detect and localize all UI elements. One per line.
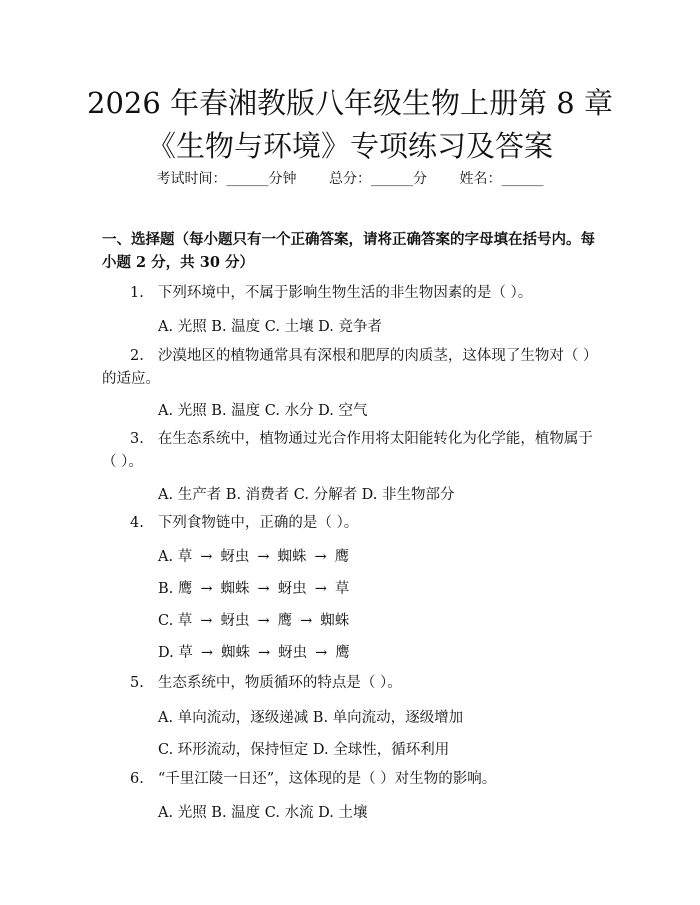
arrow-icon: → — [257, 645, 271, 661]
arrow-icon: → — [200, 613, 213, 629]
chain-item: 鹰 — [177, 581, 193, 597]
page-title: 2026 年春湘教版八年级生物上册第 8 章《生物与环境》专项练习及答案 — [87, 86, 613, 163]
question-5-options-row2: C. 环形流动，保持恒定 D. 全球性，循环利用 — [158, 742, 450, 758]
score-blank: ______ — [371, 171, 413, 187]
arrow-icon: → — [200, 581, 213, 597]
option-letter: B. — [158, 581, 174, 597]
exam-score — [329, 171, 427, 187]
chain-item: 蜘蛛 — [220, 581, 250, 597]
question-text: 下列环境中，不属于影响生物生活的非生物因素的是（ ）。 — [157, 285, 533, 301]
chain-item: 鹰 — [334, 549, 350, 565]
question-number: 1. — [130, 285, 144, 301]
question-6 — [102, 768, 600, 791]
arrow-icon: → — [315, 645, 328, 661]
question-4 — [102, 512, 600, 535]
exam-info-line — [0, 168, 700, 188]
option-letter: C. — [158, 613, 174, 629]
exam-name — [459, 171, 543, 187]
chain-item: 蚜虫 — [278, 645, 308, 661]
arrow-icon: → — [257, 549, 270, 565]
question-5 — [102, 672, 600, 695]
question-2 — [102, 345, 600, 391]
arrow-icon: → — [257, 581, 270, 597]
arrow-icon: → — [300, 613, 313, 629]
question-1 — [102, 282, 600, 305]
question-5-options-row1: A. 单向流动，逐级递减 B. 单向流动，逐级增加 — [158, 710, 464, 726]
food-chain-option-a — [158, 545, 600, 566]
food-chain-option-b — [158, 577, 600, 598]
chain-item: 草 — [177, 549, 193, 565]
question-text: 沙漠地区的植物通常具有深根和肥厚的肉质茎，这体现了生物对（ ）的适应。 — [102, 348, 598, 387]
question-2-options: A. 光照 B. 温度 C. 水分 D. 空气 — [158, 403, 368, 419]
arrow-icon: → — [200, 549, 213, 565]
exam-time — [157, 171, 297, 187]
chain-item: 蜘蛛 — [277, 549, 307, 565]
question-number: 2. — [130, 348, 144, 364]
question-number: 5. — [130, 675, 144, 691]
chain-item: 蜘蛛 — [320, 613, 350, 629]
score-label: 总分： — [329, 171, 371, 187]
chain-item: 草 — [177, 613, 193, 629]
time-blank: ______ — [226, 171, 269, 187]
question-text: 生态系统中，物质循环的特点是（ ）。 — [157, 675, 402, 691]
time-label: 考试时间： — [156, 171, 227, 187]
question-1-options: A. 光照 B. 温度 C. 土壤 D. 竞争者 — [158, 319, 383, 335]
section-heading: 一、选择题（每小题只有一个正确答案，请将正确答案的字母填在括号内。每小题 2 分，共 30 分） — [102, 231, 595, 271]
question-3-options: A. 生产者 B. 消费者 C. 分解者 D. 非生物部分 — [158, 487, 455, 503]
question-6-options: A. 光照 B. 温度 C. 水流 D. 土壤 — [158, 805, 368, 821]
question-text: 在生态系统中，植物通过光合作用将太阳能转化为化学能，植物属于（ ）。 — [102, 431, 593, 470]
name-blank: ______ — [501, 171, 544, 187]
time-unit: 分钟 — [268, 171, 297, 187]
question-text: 下列食物链中，正确的是（ ）。 — [157, 515, 359, 531]
question-3 — [102, 428, 600, 474]
chain-item: 蜘蛛 — [220, 645, 250, 661]
chain-item: 草 — [334, 581, 350, 597]
arrow-icon: → — [314, 549, 327, 565]
question-text: “千里江陵一日还”，这体现的是（ ）对生物的影响。 — [157, 771, 497, 787]
name-label: 姓名： — [459, 171, 502, 187]
score-unit: 分 — [413, 171, 427, 187]
arrow-icon: → — [200, 645, 213, 661]
arrow-icon: → — [314, 581, 327, 597]
question-number: 4. — [130, 515, 144, 531]
option-letter: D. — [158, 645, 174, 661]
chain-item: 鹰 — [335, 645, 350, 661]
question-number: 3. — [130, 431, 144, 447]
chain-item: 蚜虫 — [277, 581, 307, 597]
chain-item: 草 — [178, 645, 193, 661]
food-chain-option-d — [158, 641, 600, 662]
food-chain-option-c — [158, 609, 600, 630]
question-number: 6. — [130, 771, 144, 787]
chain-item: 蚜虫 — [220, 549, 250, 565]
chain-item: 鹰 — [277, 613, 293, 629]
chain-item: 蚜虫 — [220, 613, 250, 629]
option-letter: A. — [158, 549, 174, 565]
arrow-icon: → — [257, 613, 270, 629]
